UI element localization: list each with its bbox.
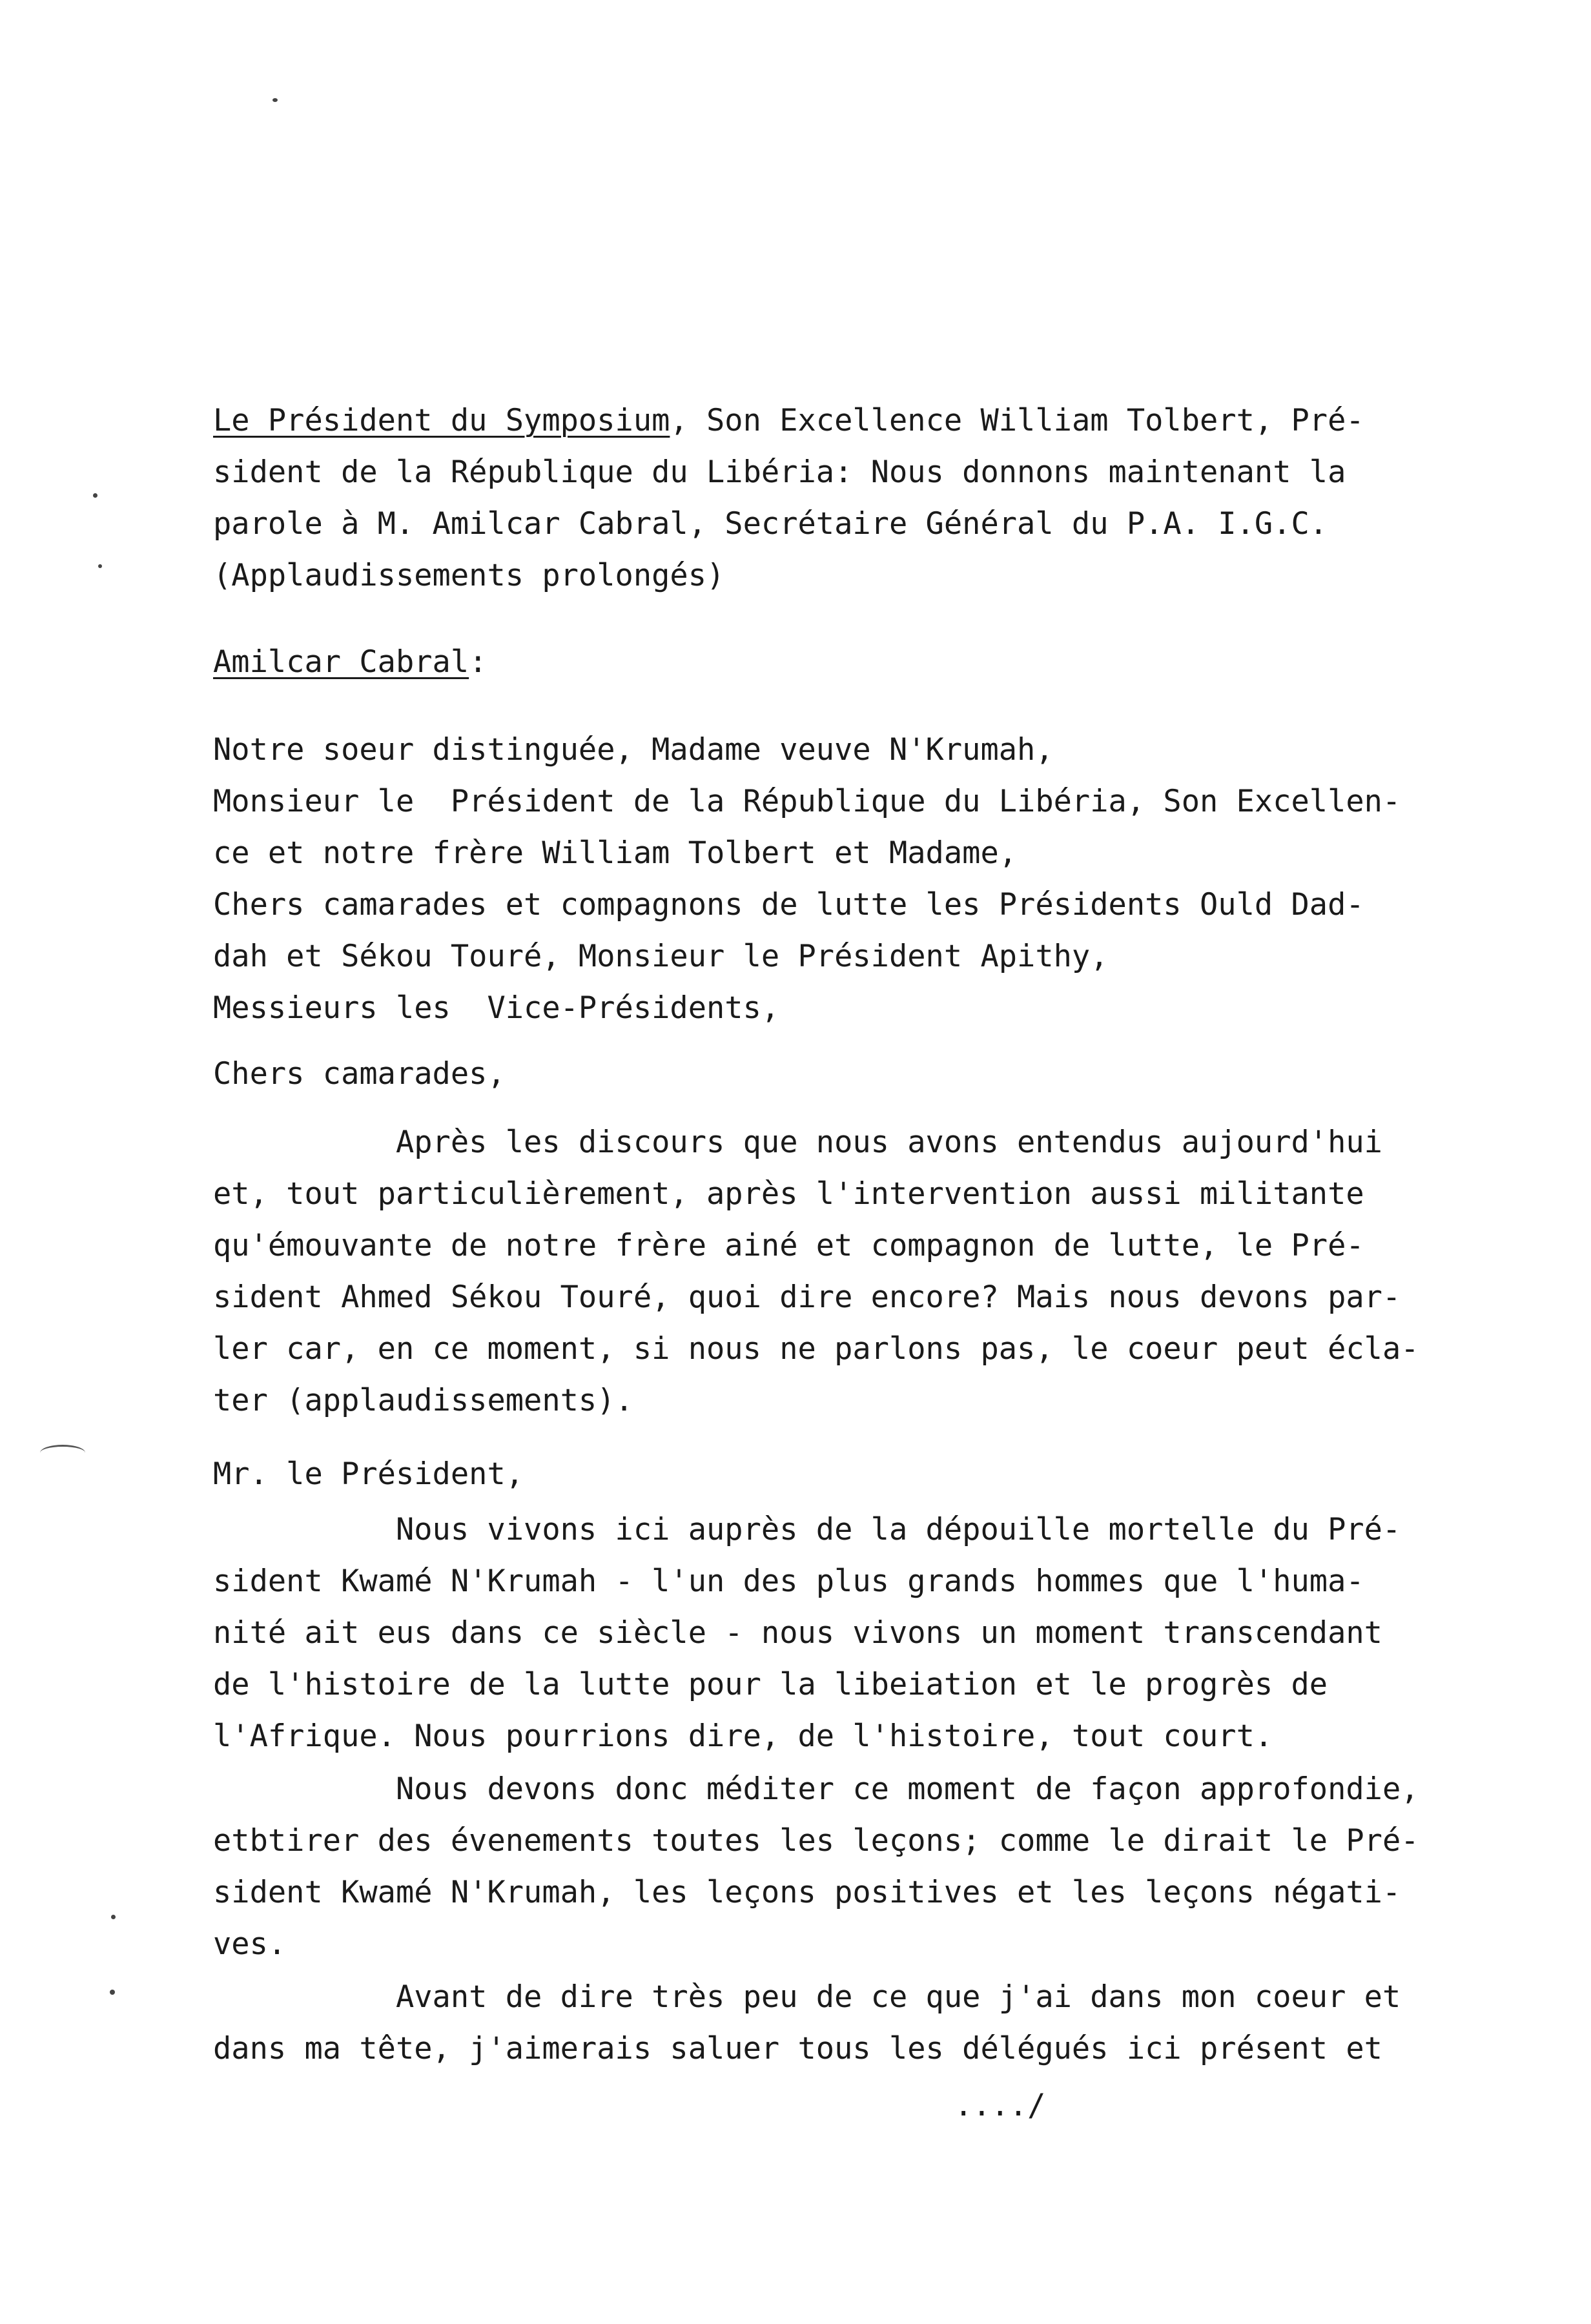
salutation-line: Monsieur le Président de la République du Libéria, Son Excellen-	[213, 784, 1401, 819]
paragraph-3-line: sident Kwamé N'Krumah, les leçons positives et les leçons négati-	[213, 1875, 1401, 1910]
mr-president-line: Mr. le Président,	[213, 1456, 524, 1492]
paragraph-2-line: l'Afrique. Nous pourrions dire, de l'histoire, tout court.	[213, 1718, 1273, 1754]
paragraph-4-line: dans ma tête, j'aimerais saluer tous les délégués ici présent et	[213, 2031, 1382, 2066]
paragraph-3-line: Nous devons donc méditer ce moment de façon approfondie,	[213, 1771, 1419, 1807]
salutation-line: Messieurs les Vice-Présidents,	[213, 990, 780, 1026]
scan-speck	[98, 564, 102, 568]
paragraph-4-line: Avant de dire très peu de ce que j'ai dans mon coeur et	[213, 1979, 1401, 2015]
scan-speck	[272, 98, 278, 102]
intro-line-1: Le Président du Symposium, Son Excellence William Tolbert, Pré-	[213, 403, 1364, 438]
paragraph-1-line: qu'émouvante de notre frère ainé et compagnon de lutte, le Pré-	[213, 1228, 1364, 1263]
salutation-line: dah et Sékou Touré, Monsieur le Président Apithy,	[213, 939, 1109, 974]
paragraph-3-line: ves.	[213, 1926, 287, 1962]
intro-line-3: parole à M. Amilcar Cabral, Secrétaire Général du P.A. I.G.C.	[213, 506, 1328, 542]
salutation-line: Notre soeur distinguée, Madame veuve N'Krumah,	[213, 732, 1054, 768]
paragraph-2-line: Nous vivons ici auprès de la dépouille mortelle du Pré-	[213, 1512, 1401, 1547]
chers-camarades-line: Chers camarades,	[213, 1056, 506, 1092]
continuation-marker: ..../	[954, 2088, 1046, 2123]
intro-line-2: sident de la République du Libéria: Nous donnons maintenant la	[213, 454, 1346, 490]
scan-speck	[110, 1990, 115, 1995]
paragraph-3-line: etbtirer des évenements toutes les leçons; comme le dirait le Pré-	[213, 1823, 1419, 1859]
scan-speck	[93, 493, 98, 498]
paragraph-1-line: et, tout particulièrement, après l'intervention aussi militante	[213, 1176, 1364, 1212]
paragraph-1-line: sident Ahmed Sékou Touré, quoi dire encore? Mais nous devons par-	[213, 1279, 1401, 1315]
paragraph-1-line: Après les discours que nous avons entendus aujourd'hui	[213, 1125, 1382, 1160]
symposium-president-label: Le Président du Symposium	[213, 403, 670, 438]
speaker-heading: Amilcar Cabral:	[213, 644, 488, 680]
salutation-line: Chers camarades et compagnons de lutte les Présidents Ould Dad-	[213, 887, 1364, 922]
paragraph-2-line: nité ait eus dans ce siècle - nous vivons un moment transcendant	[213, 1615, 1382, 1651]
paragraph-1-line: ter (applaudissements).	[213, 1383, 633, 1418]
paragraph-1-line: ler car, en ce moment, si nous ne parlons pas, le coeur peut écla-	[213, 1331, 1419, 1367]
scan-speck	[111, 1915, 116, 1919]
scan-mark	[40, 1445, 85, 1461]
salutation-line: ce et notre frère William Tolbert et Madame,	[213, 835, 1018, 871]
intro-line-4: (Applaudissements prolongés)	[213, 558, 725, 593]
paragraph-2-line: sident Kwamé N'Krumah - l'un des plus grands hommes que l'huma-	[213, 1564, 1364, 1599]
paragraph-2-line: de l'histoire de la lutte pour la libeiation et le progrès de	[213, 1667, 1328, 1702]
